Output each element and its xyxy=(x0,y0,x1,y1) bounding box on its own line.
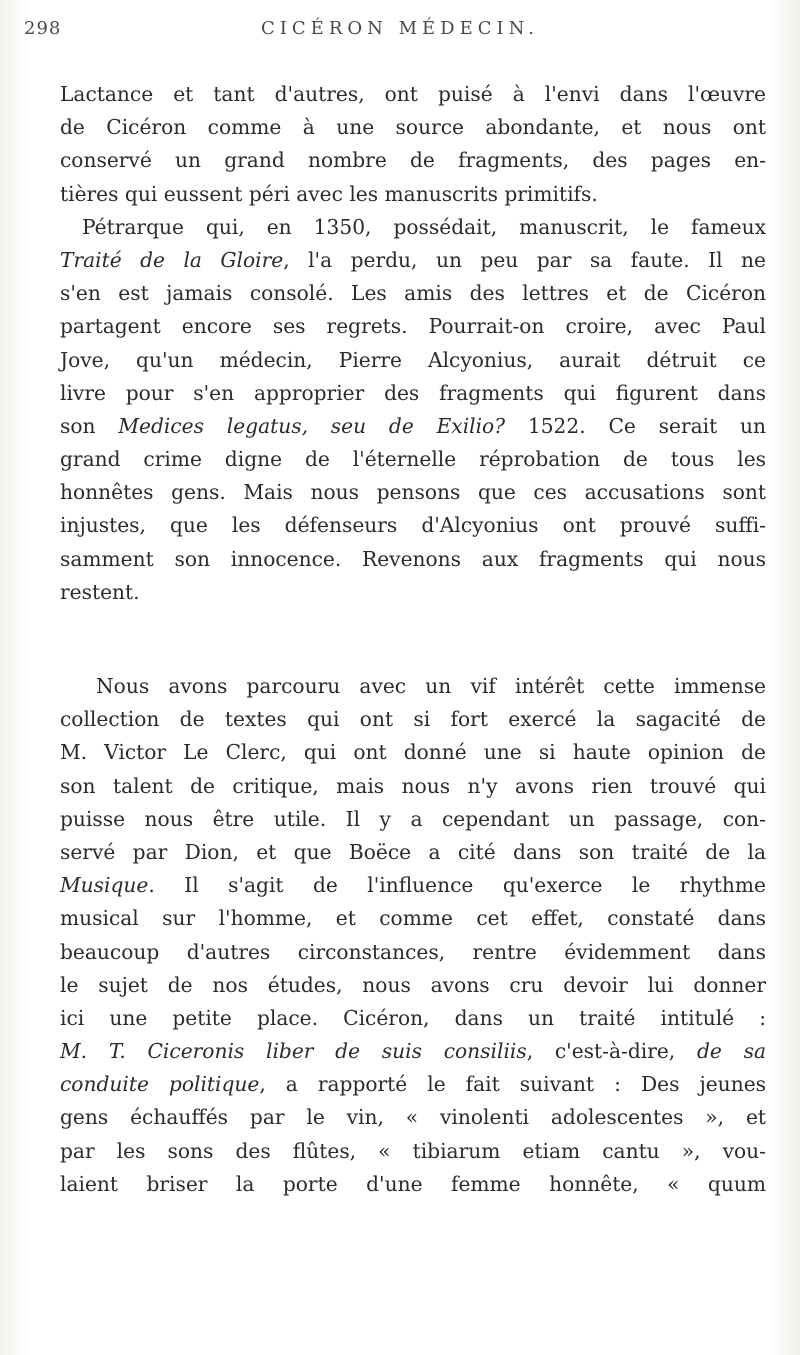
text-line: ici une petite place. Cicéron, dans un traité intitulé : xyxy=(60,1005,766,1030)
text-line: conservé un grand nombre de fragments, des pages en- xyxy=(60,148,766,173)
text-line: injustes, que les défenseurs d'Alcyonius ont prouvé suffi- xyxy=(60,513,766,538)
text-line xyxy=(60,244,766,277)
text-line xyxy=(60,410,766,443)
text-run: son xyxy=(60,413,119,438)
text-line: Pétrarque qui, en 1350, possédait, manuscrit, le fameux xyxy=(82,214,766,239)
italic-run: conduite politique xyxy=(60,1072,260,1097)
text-line: son talent de critique, mais nous n'y avons rien trouvé qui xyxy=(60,773,766,798)
text-line: beaucoup d'autres circonstances, rentre évidemment dans xyxy=(60,939,766,964)
paragraph-2 xyxy=(60,670,766,1201)
title-de-suis-consiliis: M. T. Ciceronis liber de suis consiliis xyxy=(60,1039,527,1064)
text-line: gens échauffés par le vin, « vinolenti adolescentes », et xyxy=(60,1105,766,1130)
text-line: de Cicéron comme à une source abondante, et nous ont xyxy=(60,115,766,140)
text-run: , l'a perdu, un peu par sa faute. Il ne xyxy=(283,247,766,272)
text-line: honnêtes gens. Mais nous pensons que ces accusations sont xyxy=(60,480,766,505)
text-line: restent. xyxy=(60,579,140,604)
text-line xyxy=(60,1035,766,1068)
italic-run: de sa xyxy=(696,1039,766,1064)
text-line: le sujet de nos études, nous avons cru devoir lui donner xyxy=(60,972,766,997)
text-line: partagent encore ses regrets. Pourrait-on croire, avec Paul xyxy=(60,314,766,339)
text-line: Jove, qu'un médecin, Pierre Alcyonius, aurait détruit ce xyxy=(60,347,766,372)
text-line: samment son innocence. Revenons aux fragments qui nous xyxy=(60,546,766,571)
text-line: M. Victor Le Clerc, qui ont donné une si haute opinion de xyxy=(60,740,766,765)
text-run: , c'est-à-dire, xyxy=(526,1039,697,1064)
title-medices-legatus: Medices legatus, seu de Exilio? xyxy=(118,413,506,438)
text-line: collection de textes qui ont si fort exercé la sagacité de xyxy=(60,707,766,732)
text-line: grand crime digne de l'éternelle réprobation de tous les xyxy=(60,447,766,472)
text-line: par les sons des flûtes, « tibiarum etiam cantu », vou- xyxy=(60,1138,766,1163)
text-line xyxy=(60,869,766,902)
text-line: puisse nous être utile. Il y a cependant un passage, con- xyxy=(60,806,766,831)
page-header xyxy=(0,12,800,52)
title-musique: Musique xyxy=(60,873,149,898)
paragraph-1 xyxy=(60,78,766,609)
text-line: Nous avons parcouru avec un vif intérêt cette immense xyxy=(96,674,766,698)
text-line: servé par Dion, et que Boëce a cité dans son traité de la xyxy=(60,839,766,864)
text-line: s'en est jamais consolé. Les amis des lettres et de Cicéron xyxy=(60,281,766,306)
page-number: 298 xyxy=(24,18,62,39)
text-line: laient briser la porte d'une femme honnête, « quum xyxy=(60,1171,766,1196)
text-run: 1522. Ce serait un xyxy=(505,413,767,438)
text-run: . Il s'agit de l'influence qu'exerce le rhythme xyxy=(148,873,766,898)
text-line xyxy=(60,1068,766,1101)
text-line: livre pour s'en approprier des fragments qui figurent dans xyxy=(60,380,766,405)
text-line: tières qui eussent péri avec les manuscrits primitifs. xyxy=(60,181,598,206)
title-traite-de-la-gloire: Traité de la Gloire xyxy=(60,247,284,272)
text-line: Lactance et tant d'autres, ont puisé à l'envi dans l'œuvre xyxy=(60,82,766,106)
text-line: musical sur l'homme, et comme cet effet, constaté dans xyxy=(60,906,766,931)
running-head: CICÉRON MÉDECIN. xyxy=(261,18,539,39)
text-run: , a rapporté le fait suivant : Des jeunes xyxy=(259,1072,766,1097)
